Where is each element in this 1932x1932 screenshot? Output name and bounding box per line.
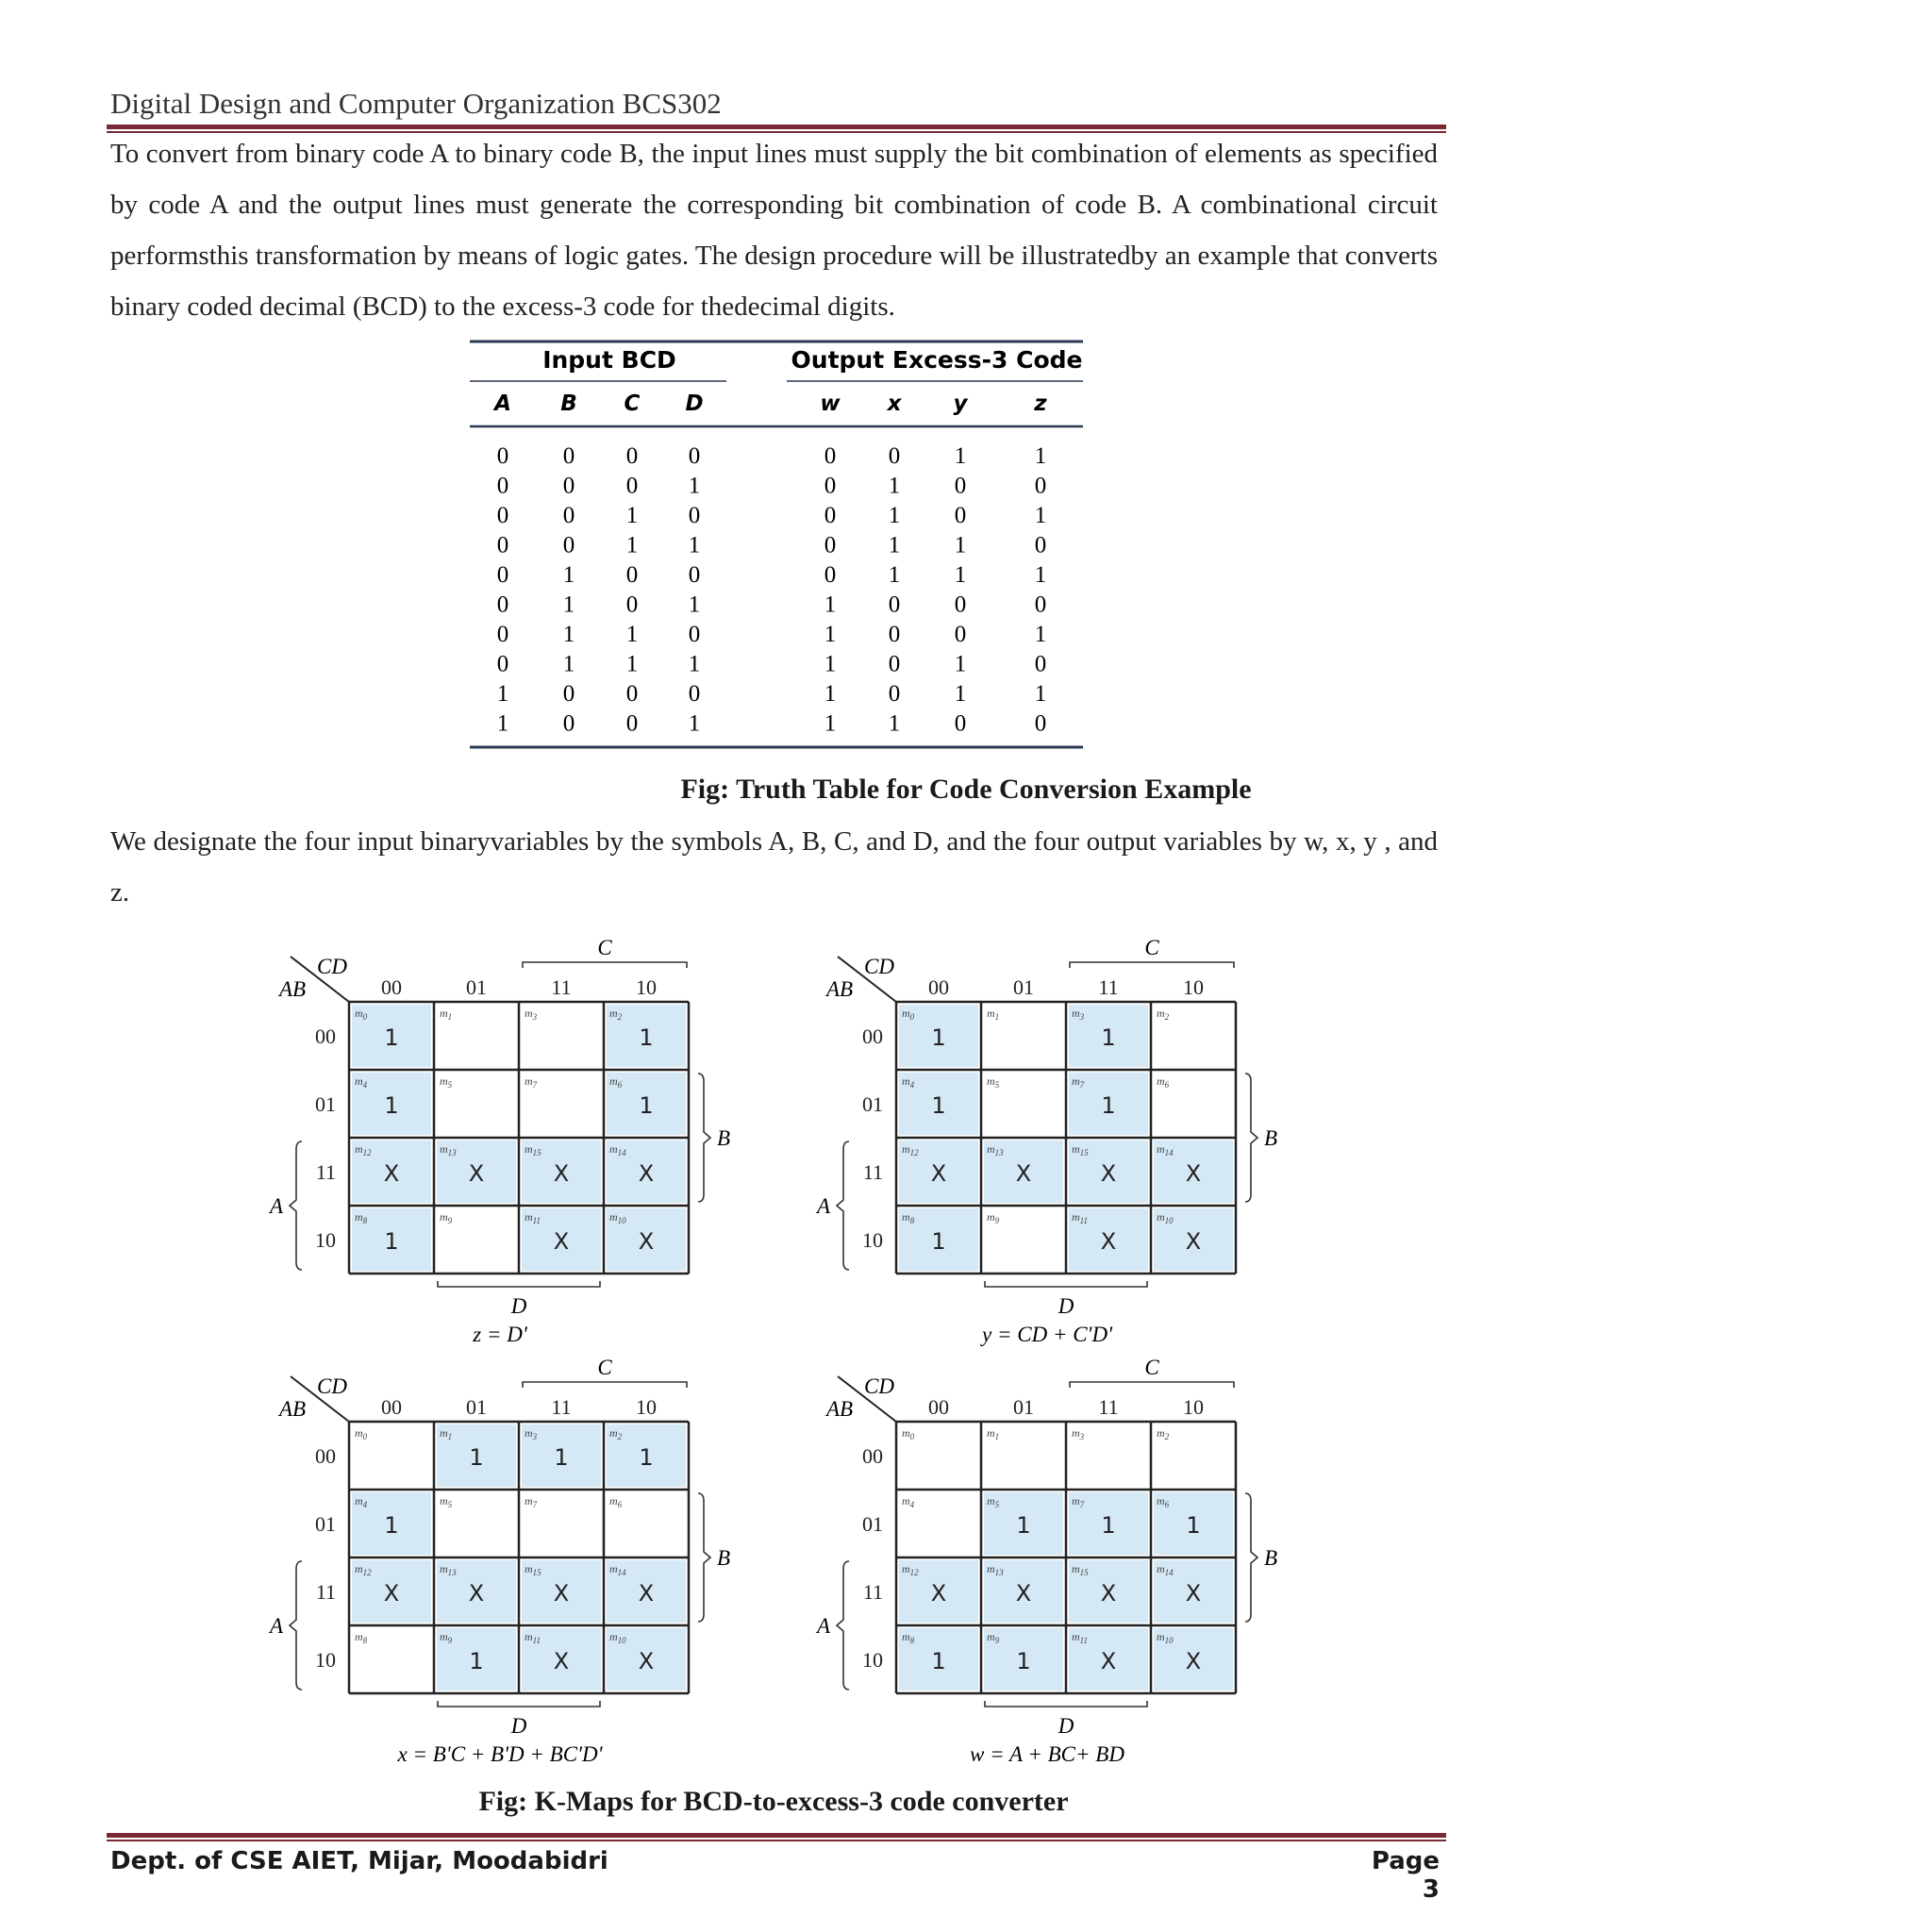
kmap-minterm-label: $m_6$ [1157, 1494, 1170, 1509]
kmap-cell-value: 1 [639, 1024, 654, 1051]
kmap-col-var: CD [864, 955, 894, 978]
kmap-minterm-label: $m_3$ [525, 1007, 538, 1022]
truth-table-cell: 1 [1034, 562, 1047, 588]
kmap-brace [438, 1281, 600, 1287]
kmap-row-label: 01 [862, 1092, 883, 1116]
truth-table-cell: 1 [954, 532, 967, 558]
kmap-minterm-label: $m_6$ [1157, 1074, 1170, 1090]
kmap-brace [1070, 1382, 1234, 1388]
kmap-brace [985, 1701, 1147, 1707]
truth-table-cell: 0 [954, 622, 967, 647]
truth-table-col-header: z [1034, 391, 1047, 416]
kmap-minterm-label: $m_9$ [987, 1630, 1000, 1645]
kmap-minterm-label: $m_6$ [609, 1494, 623, 1509]
kmap-cell-value: 1 [384, 1024, 399, 1051]
kmap-minterm-label: $m_{15}$ [1072, 1142, 1089, 1158]
kmap-label-a: A [817, 1194, 831, 1218]
truth-table-cell: 0 [562, 503, 575, 528]
truth-table-cell: 1 [888, 562, 901, 588]
kmap-col-var: CD [317, 1374, 347, 1398]
kmap-minterm-label: $m_0$ [902, 1007, 915, 1022]
kmap-cell-value: X [638, 1648, 655, 1674]
kmap-label-b: B [717, 1546, 731, 1570]
kmap-label-d: D [510, 1714, 527, 1738]
kmap-cell-value: X [1185, 1228, 1202, 1255]
truth-table-cell: 0 [562, 681, 575, 707]
kmap-minterm-label: $m_{11}$ [525, 1630, 541, 1645]
truth-table-cell: 0 [888, 681, 901, 707]
kmap-cell-value: 1 [639, 1444, 654, 1471]
truth-table-cell: 1 [625, 622, 639, 647]
kmap-col-label: 11 [1098, 975, 1119, 999]
kmap-row-var: AB [826, 1397, 854, 1421]
truth-table-cell: 1 [824, 681, 837, 707]
kmap-cell-value: X [930, 1580, 947, 1607]
kmap-minterm-label: $m_4$ [902, 1494, 915, 1509]
truth-table-cell: 0 [562, 443, 575, 469]
kmap-minterm-label: $m_{10}$ [609, 1210, 626, 1225]
kmap-cell-value: 1 [469, 1444, 484, 1471]
kmap-minterm-label: $m_{11}$ [1072, 1630, 1089, 1645]
truth-table-cell: 1 [688, 473, 701, 499]
kmap-row-label: 01 [315, 1092, 336, 1116]
kmap-col-label: 01 [1013, 1395, 1034, 1419]
truth-table-cell: 0 [625, 681, 639, 707]
truth-table-cell: 1 [496, 710, 509, 737]
kmap-3 [268, 1356, 730, 1766]
kmap-row-var: AB [826, 977, 854, 1001]
truth-table-cell: 0 [625, 473, 639, 499]
footer-rule [107, 1833, 1446, 1841]
truth-table-cell: 0 [1034, 473, 1047, 499]
truth-table-cell: 0 [888, 622, 901, 647]
truth-table-cell: 0 [688, 681, 701, 707]
truth-table-cell: 0 [688, 503, 701, 528]
truth-table-cell: 1 [688, 651, 701, 677]
kmap-minterm-label: $m_{14}$ [609, 1142, 626, 1158]
truth-table-cell: 1 [954, 443, 967, 469]
kmap-row-label: 11 [862, 1580, 883, 1604]
truth-table-input-group: Input BCD [542, 346, 676, 374]
kmap-minterm-label: $m_{13}$ [987, 1562, 1004, 1577]
kmap-minterm-label: $m_7$ [525, 1494, 538, 1509]
truth-table-cell: 0 [954, 591, 967, 618]
kmap-minterm-label: $m_{13}$ [440, 1562, 457, 1577]
kmap-cell-value: X [553, 1648, 570, 1674]
kmap-cell-value: 1 [1016, 1512, 1031, 1539]
truth-table-cell: 1 [824, 651, 837, 677]
truth-table-cell: 0 [496, 651, 509, 677]
designate-paragraph: We designate the four input binaryvariables by the symbols A, B, C, and D, and the four output variables by w, x, y , and z. [110, 826, 1438, 908]
kmap-cell-value: X [1100, 1228, 1117, 1255]
kmap-label-b: B [1264, 1126, 1278, 1150]
kmap-cell-value: 1 [384, 1512, 399, 1539]
truth-table-cell: 1 [1034, 681, 1047, 707]
kmap-label-c: C [1144, 1356, 1159, 1379]
truth-table-cell: 0 [688, 622, 701, 647]
kmap-col-label: 01 [466, 1395, 487, 1419]
truth-table-cell: 0 [496, 562, 509, 588]
kmap-equation: y = CD + C'D' [982, 1323, 1112, 1346]
truth-table-cell: 0 [824, 562, 837, 588]
truth-table-cell: 0 [1034, 651, 1047, 677]
kmap-minterm-label: $m_3$ [1072, 1426, 1085, 1441]
kmap-row-label: 01 [862, 1512, 883, 1536]
kmap-minterm-label: $m_{10}$ [609, 1630, 626, 1645]
truth-table-cell: 1 [824, 591, 837, 618]
header-title: Digital Design and Computer Organization BCS302 [110, 87, 722, 120]
kmap-col-label: 00 [928, 1395, 949, 1419]
kmap-minterm-label: $m_{13}$ [440, 1142, 457, 1158]
truth-table-cell: 0 [1034, 532, 1047, 558]
kmap-minterm-label: $m_{13}$ [987, 1142, 1004, 1158]
kmap-col-label: 10 [1183, 975, 1204, 999]
kmap-minterm-label: $m_3$ [1072, 1007, 1085, 1022]
kmap-cell-value: X [468, 1160, 485, 1187]
kmap-equation: z = D' [473, 1323, 527, 1346]
truth-table-cell: 0 [625, 710, 639, 737]
kmap-cell-value: 1 [554, 1444, 569, 1471]
truth-table-cell: 0 [496, 591, 509, 618]
kmap-cell-value: X [1100, 1160, 1117, 1187]
kmap-label-d: D [510, 1294, 527, 1318]
kmap-minterm-label: $m_7$ [525, 1074, 538, 1090]
kmap-cell-value: X [1185, 1648, 1202, 1674]
truth-table-cell: 1 [562, 562, 575, 588]
kmap-cell-value: X [383, 1160, 400, 1187]
kmap-cell-value: X [1015, 1580, 1032, 1607]
truth-table-cell: 0 [496, 503, 509, 528]
truth-table-cell: 1 [954, 681, 967, 707]
truth-table-cell: 1 [562, 622, 575, 647]
kmap-col-label: 01 [466, 975, 487, 999]
truth-table-cell: 0 [888, 651, 901, 677]
kmap-brace [837, 1141, 849, 1270]
truth-table-cell: 1 [562, 591, 575, 618]
kmap-minterm-label: $m_5$ [440, 1494, 453, 1509]
kmap-minterm-label: $m_{12}$ [355, 1562, 372, 1577]
truth-table-caption: Fig: Truth Table for Code Conversion Example [680, 774, 1252, 805]
kmap-cell-value: X [1185, 1580, 1202, 1607]
truth-table [460, 340, 1102, 755]
truth-table-cell: 0 [888, 443, 901, 469]
kmap-cell-value: X [553, 1160, 570, 1187]
kmap-minterm-label: $m_4$ [355, 1074, 368, 1090]
kmap-minterm-label: $m_4$ [355, 1494, 368, 1509]
kmap-label-a: A [270, 1194, 284, 1218]
kmap-4 [815, 1356, 1277, 1766]
kmap-label-b: B [717, 1126, 731, 1150]
truth-table-cell: 1 [496, 681, 509, 707]
kmap-row-label: 11 [315, 1580, 336, 1604]
kmap-minterm-label: $m_6$ [609, 1074, 623, 1090]
kmap-minterm-label: $m_2$ [1157, 1007, 1170, 1022]
truth-table-cell: 0 [824, 473, 837, 499]
kmap-minterm-label: $m_{15}$ [1072, 1562, 1089, 1577]
kmap-row-label: 00 [862, 1444, 883, 1468]
kmap-col-label: 10 [636, 975, 657, 999]
kmap-minterm-label: $m_{14}$ [1157, 1562, 1174, 1577]
kmap-cell-value: 1 [1101, 1092, 1116, 1119]
truth-table-cell: 1 [1034, 443, 1047, 469]
kmap-cell-value: 1 [1016, 1648, 1031, 1674]
truth-table-cell: 1 [824, 622, 837, 647]
kmap-row-label: 10 [315, 1228, 336, 1252]
kmap-minterm-label: $m_9$ [987, 1210, 1000, 1225]
footer-left: Dept. of CSE AIET, Mijar, Moodabidri [110, 1847, 608, 1875]
kmap-minterm-label: $m_{11}$ [1072, 1210, 1089, 1225]
kmap-minterm-label: $m_7$ [1072, 1494, 1085, 1509]
kmap-cell-value: 1 [931, 1024, 946, 1051]
kmap-label-d: D [1058, 1294, 1074, 1318]
truth-table-cell: 0 [688, 562, 701, 588]
truth-table-cell: 1 [954, 651, 967, 677]
truth-table-cell: 1 [1034, 622, 1047, 647]
kmap-minterm-label: $m_{14}$ [1157, 1142, 1174, 1158]
kmap-minterm-label: $m_{11}$ [525, 1210, 541, 1225]
kmap-equation: x = B'C + B'D + BC'D' [397, 1742, 603, 1766]
kmap-figure [255, 926, 1330, 1775]
kmap-label-c: C [597, 936, 612, 959]
kmap-minterm-label: $m_8$ [902, 1210, 915, 1225]
kmap-label-c: C [597, 1356, 612, 1379]
truth-table-output-group: Output Excess-3 Code [791, 346, 1083, 374]
kmap-cell-value: X [638, 1228, 655, 1255]
kmap-col-label: 00 [928, 975, 949, 999]
truth-table-cell: 0 [625, 562, 639, 588]
kmap-minterm-label: $m_9$ [440, 1210, 453, 1225]
kmap-col-label: 10 [1183, 1395, 1204, 1419]
truth-table-cell: 1 [562, 651, 575, 677]
truth-table-cell: 0 [888, 591, 901, 618]
kmap-2 [815, 936, 1277, 1346]
kmap-minterm-label: $m_{10}$ [1157, 1210, 1174, 1225]
kmap-minterm-label: $m_{15}$ [525, 1562, 541, 1577]
truth-table-cell: 0 [688, 443, 701, 469]
kmap-col-label: 00 [381, 975, 402, 999]
kmap-row-label: 01 [315, 1512, 336, 1536]
truth-table-cell: 0 [954, 503, 967, 528]
kmap-caption: Fig: K-Maps for BCD-to-excess-3 code converter [478, 1786, 1069, 1817]
truth-table-col-header: A [494, 391, 511, 416]
truth-table-cell: 1 [888, 532, 901, 558]
truth-table-cell: 0 [496, 443, 509, 469]
kmap-minterm-label: $m_{14}$ [609, 1562, 626, 1577]
truth-table-cell: 1 [688, 532, 701, 558]
kmap-minterm-label: $m_0$ [355, 1007, 368, 1022]
kmap-row-label: 00 [315, 1024, 336, 1048]
truth-table-col-header: B [560, 391, 577, 416]
kmap-brace [523, 962, 687, 968]
truth-table-cell: 0 [562, 532, 575, 558]
kmap-minterm-label: $m_{15}$ [525, 1142, 541, 1158]
kmap-col-var: CD [864, 1374, 894, 1398]
truth-table-col-header: y [953, 391, 968, 416]
kmap-minterm-label: $m_1$ [440, 1007, 453, 1022]
kmap-minterm-label: $m_{10}$ [1157, 1630, 1174, 1645]
kmap-row-label: 10 [862, 1648, 883, 1672]
truth-table-cell: 1 [625, 532, 639, 558]
truth-table-cell: 1 [888, 473, 901, 499]
kmap-equation: w = A + BC+ BD [970, 1742, 1124, 1766]
kmap-1 [268, 936, 730, 1346]
kmap-cell-value: X [638, 1160, 655, 1187]
kmap-col-label: 11 [1098, 1395, 1119, 1419]
kmap-minterm-label: $m_9$ [440, 1630, 453, 1645]
kmap-minterm-label: $m_1$ [987, 1426, 1000, 1441]
truth-table-cell: 0 [625, 443, 639, 469]
truth-table-col-header: D [685, 391, 704, 416]
truth-table-cell: 0 [1034, 591, 1047, 618]
truth-table-cell: 0 [954, 710, 967, 737]
kmap-minterm-label: $m_3$ [525, 1426, 538, 1441]
kmap-cell-value: 1 [931, 1648, 946, 1674]
kmap-label-b: B [1264, 1546, 1278, 1570]
kmap-cell-value: X [553, 1580, 570, 1607]
kmap-minterm-label: $m_1$ [987, 1007, 1000, 1022]
truth-table-col-header: w [820, 391, 841, 416]
kmap-brace [837, 1561, 849, 1690]
kmap-brace [523, 1382, 687, 1388]
kmap-cell-value: X [638, 1580, 655, 1607]
kmap-col-label: 00 [381, 1395, 402, 1419]
kmap-brace [985, 1281, 1147, 1287]
kmap-brace [698, 1493, 710, 1622]
kmap-cell-value: 1 [931, 1228, 946, 1255]
kmap-minterm-label: $m_8$ [355, 1210, 368, 1225]
truth-table-cell: 0 [824, 503, 837, 528]
intro-paragraph: To convert from binary code A to binary code B, the input lines must supply the bit combination of elements as specified by code A and the output lines must generate the corresponding bit combination of code B. A combinational circuit performsthis transformation by means of logic gates. The design procedure will be illustratedby an example that converts binary coded decimal (BCD) to the excess-3 code for thedecimal digits. [110, 139, 1438, 322]
truth-table-col-header: C [624, 391, 641, 416]
kmap-cell-value: X [468, 1580, 485, 1607]
truth-table-cell: 0 [496, 473, 509, 499]
kmap-row-var: AB [279, 1397, 307, 1421]
kmap-col-label: 10 [636, 1395, 657, 1419]
kmap-minterm-label: $m_5$ [987, 1494, 1000, 1509]
kmap-col-label: 11 [551, 975, 572, 999]
kmap-minterm-label: $m_2$ [609, 1007, 623, 1022]
kmap-col-label: 01 [1013, 975, 1034, 999]
truth-table-cell: 0 [496, 622, 509, 647]
kmap-cell-value: 1 [1101, 1512, 1116, 1539]
truth-table-cell: 1 [888, 503, 901, 528]
kmap-minterm-label: $m_8$ [902, 1630, 915, 1645]
kmap-row-label: 10 [315, 1648, 336, 1672]
footer-page-number: Page 3 [1371, 1847, 1440, 1904]
kmap-brace [438, 1701, 600, 1707]
kmap-cell-value: X [1100, 1580, 1117, 1607]
truth-table-cell: 1 [824, 710, 837, 737]
kmap-cell-value: 1 [1101, 1024, 1116, 1051]
kmap-cell-value: 1 [639, 1092, 654, 1119]
kmap-row-label: 00 [862, 1024, 883, 1048]
kmap-minterm-label: $m_{12}$ [902, 1562, 919, 1577]
kmap-cell-value: X [383, 1580, 400, 1607]
kmap-minterm-label: $m_0$ [355, 1426, 368, 1441]
kmap-row-label: 11 [315, 1160, 336, 1184]
kmap-brace [290, 1561, 302, 1690]
kmap-minterm-label: $m_2$ [609, 1426, 623, 1441]
kmap-minterm-label: $m_5$ [987, 1074, 1000, 1090]
kmap-label-a: A [817, 1614, 831, 1638]
truth-table-cell: 1 [1034, 503, 1047, 528]
kmap-cell-value: X [1015, 1160, 1032, 1187]
kmap-brace [1070, 962, 1234, 968]
kmap-label-d: D [1058, 1714, 1074, 1738]
truth-table-cell: 0 [824, 443, 837, 469]
kmap-minterm-label: $m_{12}$ [355, 1142, 372, 1158]
kmap-cell-value: X [930, 1160, 947, 1187]
truth-table-cell: 1 [625, 651, 639, 677]
kmap-row-var: AB [279, 977, 307, 1001]
kmap-cell-value: 1 [469, 1648, 484, 1674]
kmap-minterm-label: $m_1$ [440, 1426, 453, 1441]
truth-table-cell: 1 [954, 562, 967, 588]
kmap-minterm-label: $m_0$ [902, 1426, 915, 1441]
truth-table-cell: 0 [562, 710, 575, 737]
kmap-minterm-label: $m_4$ [902, 1074, 915, 1090]
kmap-minterm-label: $m_2$ [1157, 1426, 1170, 1441]
kmap-row-label: 10 [862, 1228, 883, 1252]
kmap-minterm-label: $m_{12}$ [902, 1142, 919, 1158]
truth-table-cell: 1 [688, 710, 701, 737]
kmap-brace [1245, 1074, 1257, 1202]
kmap-minterm-label: $m_5$ [440, 1074, 453, 1090]
truth-table-cell: 0 [496, 532, 509, 558]
truth-table-cell: 0 [1034, 710, 1047, 737]
kmap-cell-value: X [553, 1228, 570, 1255]
kmap-cell-value: 1 [1186, 1512, 1201, 1539]
kmap-cell-value: X [1185, 1160, 1202, 1187]
truth-table-cell: 0 [954, 473, 967, 499]
kmap-label-c: C [1144, 936, 1159, 959]
truth-table-cell: 0 [824, 532, 837, 558]
kmap-row-label: 11 [862, 1160, 883, 1184]
kmap-brace [290, 1141, 302, 1270]
truth-table-cell: 0 [562, 473, 575, 499]
kmap-cell-value: X [1100, 1648, 1117, 1674]
kmap-cell-value: 1 [384, 1228, 399, 1255]
kmap-cell-value: 1 [931, 1092, 946, 1119]
kmap-col-label: 11 [551, 1395, 572, 1419]
truth-table-cell: 1 [688, 591, 701, 618]
kmap-label-a: A [270, 1614, 284, 1638]
kmap-cell-value: 1 [384, 1092, 399, 1119]
kmap-brace [698, 1074, 710, 1202]
truth-table-cell: 1 [625, 503, 639, 528]
truth-table-cell: 0 [625, 591, 639, 618]
truth-table-col-header: x [887, 391, 902, 416]
kmap-brace [1245, 1493, 1257, 1622]
kmap-col-var: CD [317, 955, 347, 978]
kmap-minterm-label: $m_8$ [355, 1630, 368, 1645]
kmap-minterm-label: $m_7$ [1072, 1074, 1085, 1090]
truth-table-cell: 1 [888, 710, 901, 737]
kmap-row-label: 00 [315, 1444, 336, 1468]
